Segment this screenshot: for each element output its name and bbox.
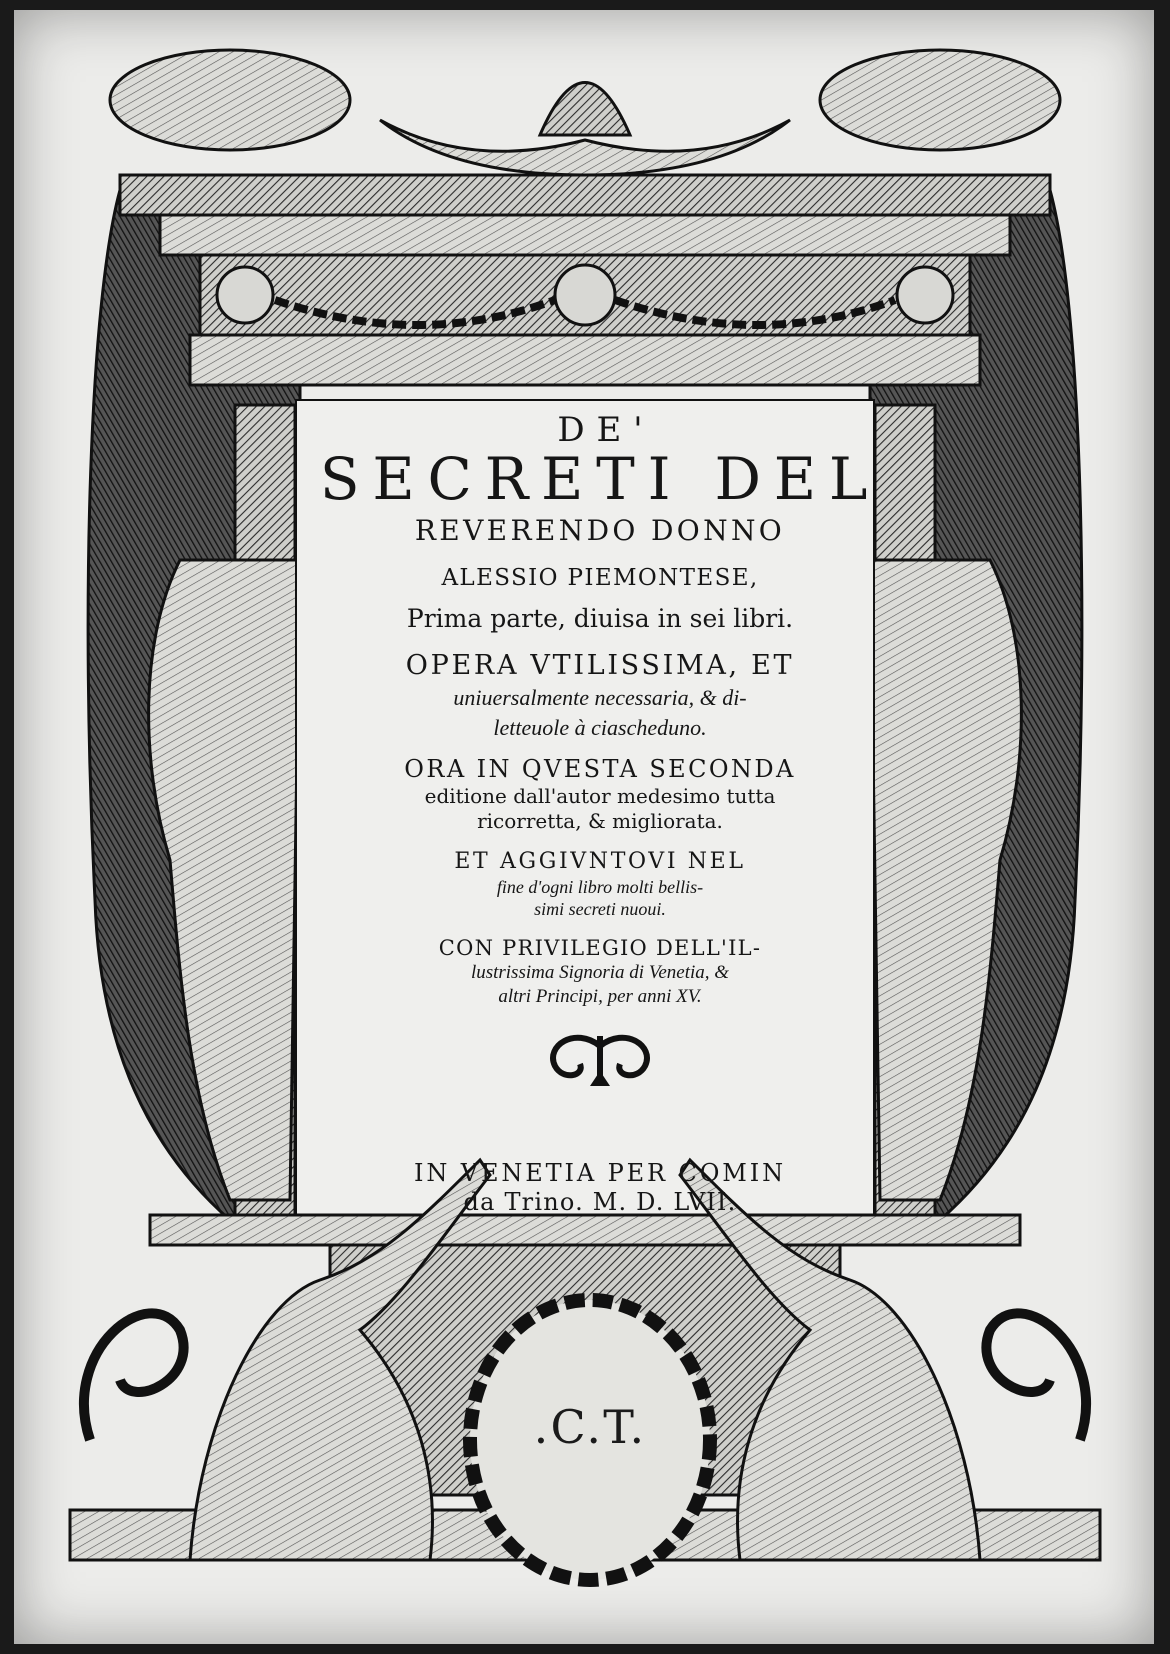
title-text-panel — [300, 405, 900, 1225]
scroll-right — [986, 1313, 1086, 1440]
line-fine: fine d'ogni libro molti bellis- — [496, 876, 704, 897]
line-opera: OPERA VTILISSIMA, ET — [405, 650, 795, 682]
mask-center — [555, 265, 615, 325]
line-ricorretta: ricorretta, & migliorata. — [477, 809, 723, 834]
author-name: ALESSIO PIEMONTESE, — [441, 564, 759, 591]
line-secreti-nuoui: simi secreti nuoui. — [534, 899, 666, 920]
cornice — [120, 175, 1050, 215]
architrave — [190, 335, 980, 385]
imprint-date: da Trino. M. D. LVII. — [463, 1188, 737, 1217]
mask-right — [897, 267, 953, 323]
mask-left — [217, 267, 273, 323]
line-diletteuole: letteuole à ciascheduno. — [493, 714, 707, 740]
line-anni: altri Principi, per anni XV. — [498, 986, 702, 1008]
line-signoria: lustrissima Signoria di Venetia, & — [470, 962, 730, 984]
title-line-de: DE' — [557, 410, 655, 450]
scroll-left — [84, 1313, 184, 1440]
fleuron-ornament — [535, 1026, 665, 1096]
line-privilegio: CON PRIVILEGIO DELL'IL- — [438, 936, 762, 961]
line-et-aggiuntovi: ET AGGIVNTOVI NEL — [454, 849, 746, 875]
line-universalmente: uniuersalmente necessaria, & di- — [453, 685, 747, 711]
line-editione: editione dall'autor medesimo tutta — [424, 784, 776, 809]
imprint-place: IN VENETIA PER COMIN — [414, 1158, 786, 1187]
title-line-secreti: SECRETI DEL — [319, 445, 881, 514]
putto-left — [110, 50, 350, 150]
cornice-band — [160, 215, 1010, 255]
subtitle-prima-parte: Prima parte, diuisa in sei libri. — [406, 604, 794, 634]
printer-monogram: .C.T. — [533, 1400, 647, 1454]
putto-right — [820, 50, 1060, 150]
line-ora: ORA IN QVESTA SECONDA — [404, 754, 796, 783]
title-line-reverendo: REVERENDO DONNO — [414, 513, 786, 547]
shell-finial — [540, 83, 630, 136]
